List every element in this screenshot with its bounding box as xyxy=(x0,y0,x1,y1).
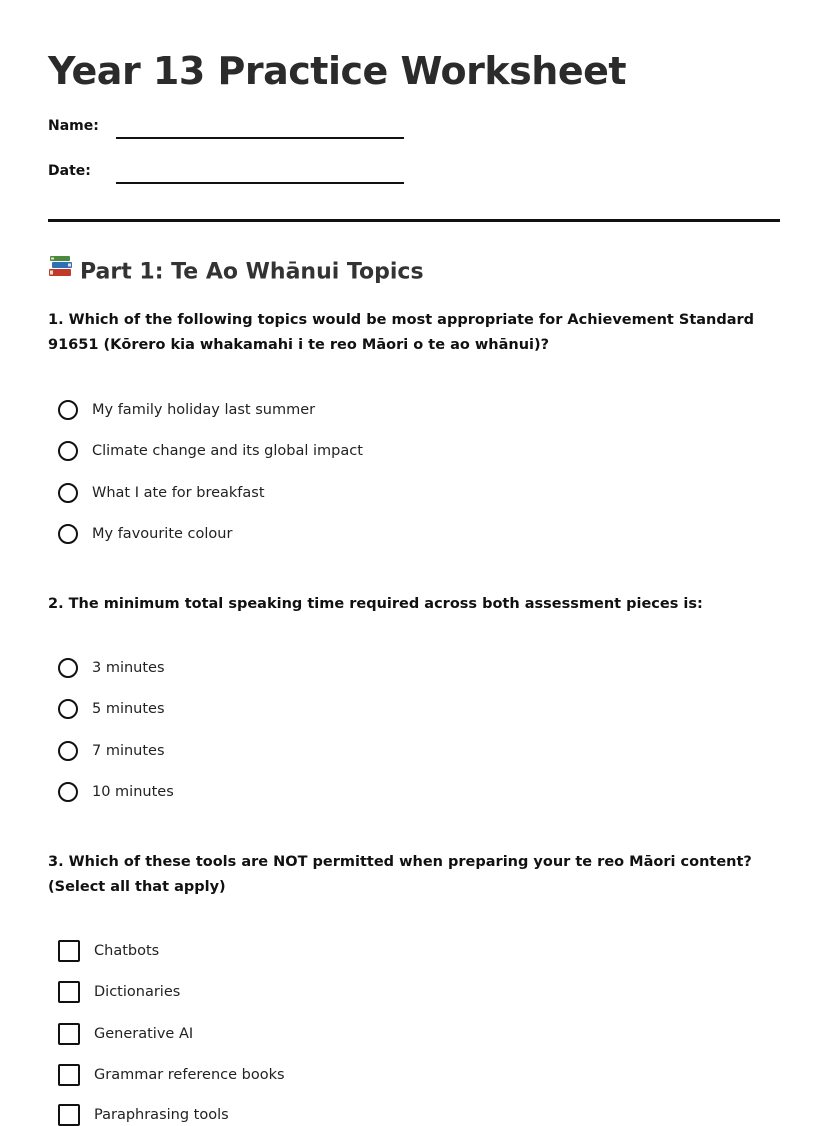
q2-option-2[interactable] xyxy=(58,697,165,721)
option-label: What I ate for breakfast xyxy=(92,485,265,501)
q1-option-3[interactable] xyxy=(58,481,265,505)
question-3: 3. Which of these tools are NOT permitted when preparing your te reo Māori content? (Select all that apply) xyxy=(48,854,752,895)
checkbox[interactable] xyxy=(58,981,80,1003)
q3-option-1[interactable] xyxy=(58,939,159,963)
radio-button[interactable] xyxy=(58,441,78,461)
name-label: Name: xyxy=(48,118,99,134)
radio-button[interactable] xyxy=(58,699,78,719)
name-field[interactable] xyxy=(116,137,404,139)
option-label: My favourite colour xyxy=(92,526,233,542)
option-label: Generative AI xyxy=(94,1026,194,1042)
q2-option-1[interactable] xyxy=(58,656,165,680)
q3-option-2[interactable] xyxy=(58,980,180,1004)
header-divider xyxy=(48,219,780,222)
option-label: Dictionaries xyxy=(94,984,181,1000)
checkbox[interactable] xyxy=(58,940,80,962)
q2-option-3[interactable] xyxy=(58,739,165,763)
q1-option-4[interactable] xyxy=(58,522,232,546)
checkbox[interactable] xyxy=(58,1023,80,1045)
option-label: Grammar reference books xyxy=(94,1067,285,1083)
section-title xyxy=(48,256,424,289)
question-1: 1. Which of the following topics would be most appropriate for Achievement Standard 91651 (Kōrero kia whakamahi i te reo Māori o te ao whānui)? xyxy=(48,312,755,353)
q3-option-5[interactable] xyxy=(58,1096,229,1126)
option-label: 3 minutes xyxy=(92,660,165,676)
option-label: 10 minutes xyxy=(92,784,174,800)
q2-option-4[interactable] xyxy=(58,780,174,804)
question-2: 2. The minimum total speaking time required across both assessment pieces is: xyxy=(48,596,703,612)
radio-button[interactable] xyxy=(58,483,78,503)
option-label: Paraphrasing tools xyxy=(94,1107,229,1123)
q1-option-1[interactable] xyxy=(58,398,315,422)
option-label: Chatbots xyxy=(94,943,160,959)
date-label: Date: xyxy=(48,163,91,179)
date-field[interactable] xyxy=(116,182,404,184)
q1-option-2[interactable] xyxy=(58,439,363,463)
option-label: 5 minutes xyxy=(92,701,165,717)
books-icon xyxy=(48,254,74,287)
q3-option-3[interactable] xyxy=(58,1022,193,1046)
checkbox[interactable] xyxy=(58,1064,80,1086)
radio-button[interactable] xyxy=(58,782,78,802)
page-title: Year 13 Practice Worksheet xyxy=(48,49,627,93)
radio-button[interactable] xyxy=(58,741,78,761)
radio-button[interactable] xyxy=(58,658,78,678)
radio-button[interactable] xyxy=(58,524,78,544)
section-title-text: Part 1: Te Ao Whānui Topics xyxy=(80,259,424,285)
q3-option-4[interactable] xyxy=(58,1063,285,1087)
option-label: Climate change and its global impact xyxy=(92,443,363,459)
option-label: My family holiday last summer xyxy=(92,402,316,418)
option-label: 7 minutes xyxy=(92,743,165,759)
radio-button[interactable] xyxy=(58,400,78,420)
checkbox[interactable] xyxy=(58,1104,80,1126)
